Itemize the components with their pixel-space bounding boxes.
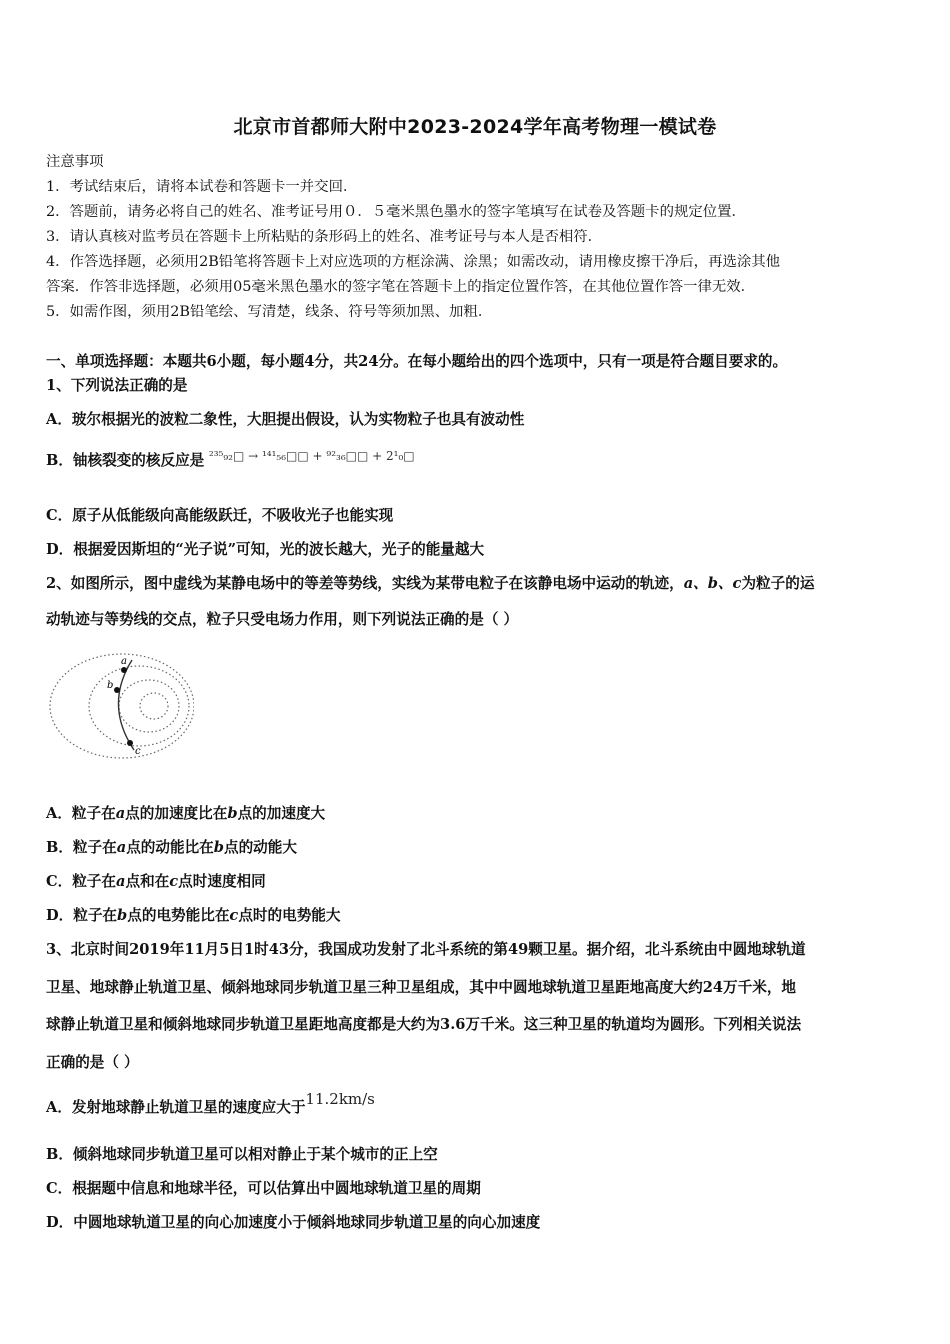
- note-item: 答案．作答非选择题，必须用05毫米黑色墨水的签字笔在答题卡上的指定位置作答，在其他位置作答一律无效．: [46, 279, 756, 295]
- question-3-stem-line1: 3、北京时间2019年11月5日1时43分，我国成功发射了北斗系统的第49颗卫星。据介绍，北斗系统由中圆地球轨道: [46, 941, 806, 958]
- note-item: 1．考试结束后，请将本试卷和答题卡一并交回．: [46, 179, 358, 195]
- option-text: D．根据爱因斯坦的“光子说”可知，光的波长越大，光子的能量越大: [46, 541, 485, 558]
- particle-trajectory: [118, 660, 134, 750]
- option-var: b: [213, 839, 224, 856]
- option-text: C．原子从低能级向高能级跃迁，不吸收光子也能实现: [46, 507, 394, 524]
- point-c: [127, 740, 133, 746]
- stem-vars: a、b、c: [683, 575, 742, 592]
- page-title: 北京市首都师大附中2023-2024学年高考物理一模试卷: [233, 116, 717, 138]
- option-text: A．发射地球静止轨道卫星的速度应大于: [46, 1099, 306, 1116]
- option-text: 点时速度相同: [178, 873, 266, 890]
- q2-option-b: [46, 838, 910, 858]
- option-text: 点的加速度比在: [125, 805, 228, 822]
- point-b: [114, 687, 120, 693]
- point-a: [121, 667, 127, 673]
- question-2-stem-line1: [46, 574, 910, 594]
- option-text: 点和在: [125, 873, 170, 890]
- note-item: 4．作答选择题，必须用2B铅笔将答题卡上对应选项的方框涂满、涂黑；如需改动，请用橡皮擦干净后，再选涂其他: [46, 254, 781, 270]
- option-text: 点的电势能比在: [127, 907, 230, 924]
- option-var: c: [229, 907, 239, 924]
- question-2-stem-line2: 动轨迹与等势线的交点，粒子只受电场力作用，则下列说法正确的是（ ）: [46, 611, 519, 628]
- option-var: b: [117, 907, 128, 924]
- q3-option-b: B．倾斜地球同步轨道卫星可以相对静止于某个城市的正上空: [46, 1146, 438, 1163]
- option-var: a: [116, 839, 127, 856]
- q3-option-a: [46, 1090, 910, 1118]
- option-text: A．粒子在: [46, 805, 116, 822]
- question-3-stem-line3: 球静止轨道卫星和倾斜地球同步轨道卫星距地高度都是大约为3.6万千米。这三种卫星的轨道均为圆形。下列相关说法: [46, 1016, 802, 1033]
- stem-text: 为粒子的运: [741, 575, 815, 592]
- q2-option-a: [46, 804, 910, 824]
- stem-text: 2、如图所示，图中虚线为某静电场中的等差等势线，实线为某带电粒子在该静电场中运动的轨迹，: [46, 575, 684, 592]
- question-3-stem-line2: 卫星、地球静止轨道卫星、倾斜地球同步轨道卫星三种卫星组成，其中中圆地球轨道卫星距地高度大约24万千米，地: [46, 979, 797, 996]
- option-text: B．粒子在: [46, 839, 117, 856]
- equipotential-line: [89, 666, 189, 746]
- option-var: c: [169, 873, 179, 890]
- option-var: a: [116, 873, 126, 890]
- option-text: 点的动能比在: [126, 839, 214, 856]
- label-c: c: [135, 746, 141, 757]
- speed-value: 11.2km/s: [305, 1090, 375, 1108]
- option-text: A．玻尔根据光的波粒二象性，大胆提出假设，认为实物粒子也具有波动性: [46, 411, 525, 428]
- option-text: C．粒子在: [46, 873, 116, 890]
- note-item: 3．请认真核对监考员在答题卡上所粘贴的条形码上的姓名、准考证号与本人是否相符．: [46, 229, 603, 245]
- question-3-stem-line4: 正确的是（ ）: [46, 1054, 139, 1071]
- option-text: D．粒子在: [46, 907, 118, 924]
- label-b: b: [107, 680, 114, 691]
- note-item: 5．如需作图，须用2B铅笔绘、写清楚，线条、符号等须加黑、加粗．: [46, 304, 493, 320]
- q3-option-c: C．根据题中信息和地球半径，可以估算出中圆地球轨道卫星的周期: [46, 1180, 481, 1197]
- question-1-stem: 1、下列说法正确的是: [46, 377, 188, 394]
- option-var: a: [115, 805, 126, 822]
- equipotential-line: [119, 680, 179, 732]
- option-text: 点时的电势能大: [238, 907, 341, 924]
- q1-option-d: [46, 540, 910, 560]
- q1-option-b: [46, 451, 910, 471]
- option-text: B．铀核裂变的核反应是: [46, 452, 205, 469]
- equipotential-figure: [44, 650, 194, 765]
- option-var: b: [227, 805, 238, 822]
- nuclear-equation: ²³⁵₉₂□ → ¹⁴¹₅₆□□ + ⁹²₃₆□□ + 2¹₀□: [208, 449, 415, 463]
- option-text: 点的动能大: [223, 839, 297, 856]
- q1-option-c: [46, 506, 910, 526]
- q2-option-d: [46, 906, 910, 926]
- notes-heading: 注意事项: [46, 154, 104, 170]
- option-text: 点的加速度大: [237, 805, 326, 822]
- equipotential-line: [140, 693, 168, 719]
- section-heading: 一、单项选择题：本题共6小题，每小题4分，共24分。在每小题给出的四个选项中，只有一项是符合题目要求的。: [46, 353, 788, 370]
- q2-option-c: [46, 872, 910, 892]
- q1-option-a: [46, 410, 910, 430]
- q3-option-d: D．中圆地球轨道卫星的向心加速度小于倾斜地球同步轨道卫星的向心加速度: [46, 1214, 541, 1231]
- note-item: 2．答题前，请务必将自己的姓名、准考证号用０．５毫米黑色墨水的签字笔填写在试卷及答题卡的规定位置．: [46, 204, 746, 220]
- label-a: a: [121, 656, 127, 667]
